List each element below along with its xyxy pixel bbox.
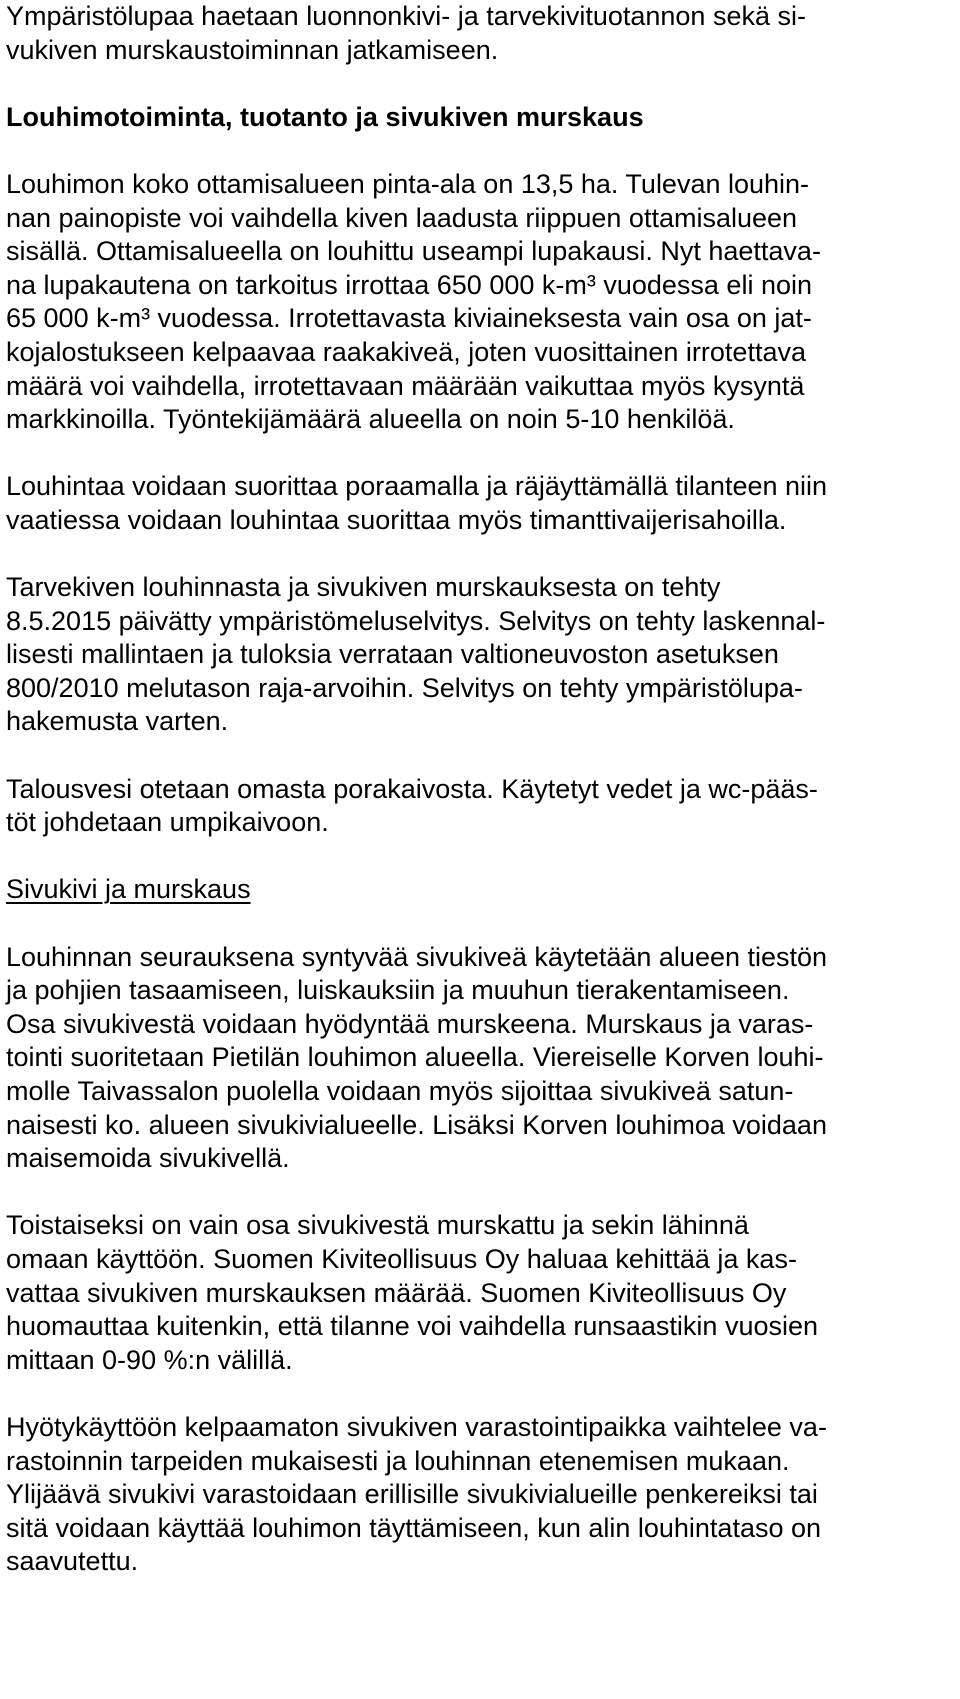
text-line: huomauttaa kuitenkin, että tilanne voi vaihdella runsaastikin vuosien [6,1311,819,1342]
text-line: hakemusta varten. [6,706,229,737]
text-line: molle Taivassalon puolella voidaan myös sijoittaa sivukiveä satun- [6,1076,794,1106]
text-line: Toistaiseksi on vain osa sivukivestä murskattu ja sekin lähinnä [6,1210,749,1241]
section-heading-louhimotoiminta [6,101,956,135]
text-line: Louhinnan seurauksena syntyvää sivukiveä käytetään alueen tiestön [6,941,828,972]
text-line: sisällä. Ottamisalueella on louhittu useampi lupakausi. Nyt haettava- [6,236,821,267]
paragraph-sivukiven-kaytto [6,941,956,1176]
text-line: sitä voidaan käyttää louhimon täyttämiseen, kun alin louhintataso on [6,1512,822,1543]
text-line: vattaa sivukiven murskauksen määrää. Suomen Kiviteollisuus Oy [6,1277,787,1308]
paragraph-murskaus-maara [6,1209,956,1377]
intro-paragraph [6,0,956,67]
paragraph-louhimon-pinta-ala [6,168,956,437]
text-line: määrä voi vaihdella, irrotettavaan määrään vaikuttaa myös kysyntä [6,370,805,401]
text-line: maisemoida sivukivellä. [6,1143,290,1174]
text-line: omaan käyttöön. Suomen Kiviteollisuus Oy haluaa kehittää ja kas- [6,1243,797,1274]
text-line: vaatiessa voidaan louhintaa suorittaa myös timanttivaijerisahoilla. [6,504,787,535]
text-line: rastoinnin tarpeiden mukaisesti ja louhinnan etenemisen mukaan. [6,1445,790,1476]
section-heading-text: Louhimotoiminta, tuotanto ja sivukiven murskaus [6,101,644,132]
text-line: 800/2010 melutason raja-arvoihin. Selvitys on tehty ympäristölupa- [6,672,803,703]
text-line: na lupakautena on tarkoitus irrottaa 650 000 k-m³ vuodessa eli noin [6,269,812,300]
text-line: lisesti mallintaen ja tuloksia verrataan valtioneuvoston asetuksen [6,639,779,670]
text-line: vukiven murskaustoiminnan jatkamiseen. [6,34,499,65]
section-heading-sivukivi [6,873,956,907]
text-line: Tarvekiven louhinnasta ja sivukiven murskauksesta on tehty [6,572,721,603]
text-line: Ympäristölupaa haetaan luonnonkivi- ja tarvekivituotannon sekä si- [6,1,806,31]
paragraph-talousvesi [6,773,956,840]
text-line: kojalostukseen kelpaavaa raakakiveä, joten vuosittainen irrotettava [6,336,806,367]
subsection-heading-text: Sivukivi ja murskaus [6,874,251,905]
text-line: mittaan 0-90 %:n välillä. [6,1344,293,1375]
text-line: 65 000 k-m³ vuodessa. Irrotettavasta kiviaineksesta vain osa on jat- [6,303,812,334]
text-line: ja pohjien tasaamiseen, luiskauksiin ja muuhun tierakentamiseen. [6,975,790,1006]
text-line: tointi suoritetaan Pietilän louhimon alueella. Viereiselle Korven louhi- [6,1042,824,1073]
paragraph-louhintamenetelmat [6,470,956,537]
text-line: Louhimon koko ottamisalueen pinta-ala on 13,5 ha. Tulevan louhin- [6,168,810,199]
document-page [6,0,956,1613]
text-line: Osa sivukivestä voidaan hyödyntää murskeena. Murskaus ja varas- [6,1008,814,1039]
text-line: töt johdetaan umpikaivoon. [6,807,329,838]
paragraph-varastointi [6,1411,956,1579]
text-line: saavutettu. [6,1546,139,1577]
text-line: nan painopiste voi vaihdella kiven laadusta riippuen ottamisalueen [6,202,798,233]
text-line: Hyötykäyttöön kelpaamaton sivukiven varastointipaikka vaihtelee va- [6,1411,827,1442]
text-line: Ylijäävä sivukivi varastoidaan erillisille sivukivialueille penkereiksi tai [6,1479,818,1510]
text-line: Talousvesi otetaan omasta porakaivosta. Käytetyt vedet ja wc-pääs- [6,773,818,804]
text-line: naisesti ko. alueen sivukivialueelle. Lisäksi Korven louhimoa voidaan [6,1109,827,1140]
text-line: markkinoilla. Työntekijämäärä alueella on noin 5-10 henkilöä. [6,404,735,435]
paragraph-meluselvitys [6,571,956,739]
text-line: 8.5.2015 päivätty ympäristömeluselvitys. Selvitys on tehty laskennal- [6,605,826,636]
text-line: Louhintaa voidaan suorittaa poraamalla ja räjäyttämällä tilanteen niin [6,471,828,502]
